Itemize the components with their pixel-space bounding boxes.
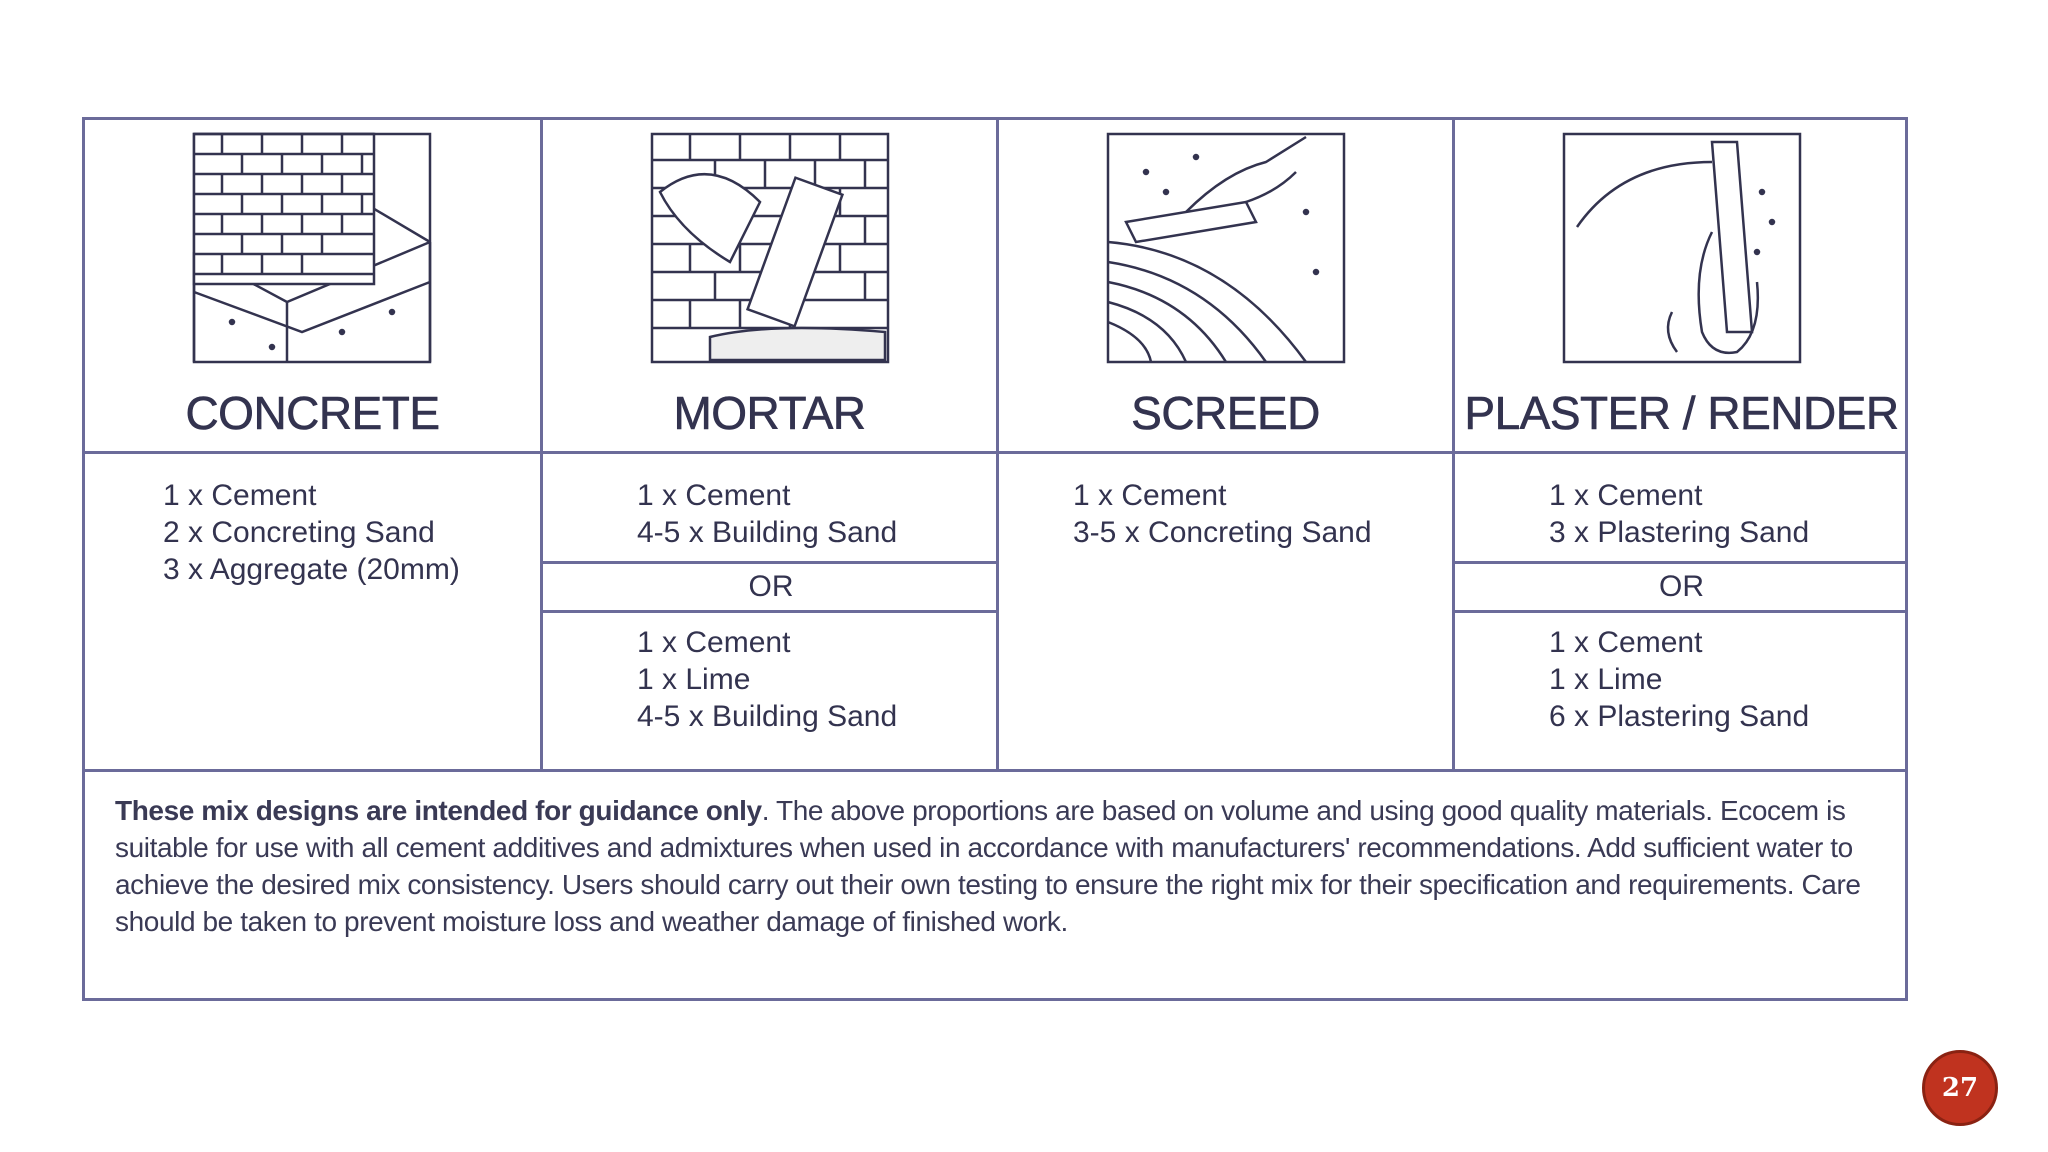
concrete-pillar-icon [192, 132, 432, 364]
column-title-mortar: MORTAR [673, 387, 866, 439]
column-title-plaster-render: PLASTER / RENDER [1464, 387, 1899, 439]
header-divider [85, 451, 1905, 454]
plaster-mix-a-line: 1 x Cement [1549, 479, 1703, 512]
plaster-mix-b-line: 1 x Cement [1549, 626, 1703, 659]
screed-float-icon [1106, 132, 1346, 364]
mortar-or-label: OR [748, 570, 794, 603]
mortar-trowel-brick-icon [650, 132, 890, 364]
concrete-mix-line: 2 x Concreting Sand [163, 516, 435, 549]
footnote-text: . The above proportions are based on volume and using good quality materials. Ecocem is suitable for use with all cement additives and admixtures when used in accordance with manufacturers' recommendations. Add sufficient water to achieve the desired mix consistency. Users should carry out their own testing to ensure the right mix for their specification and requirements. Care should be taken to prevent moisture loss and weather damage of finished work. [115, 795, 1861, 937]
footnote-bold: These mix designs are intended for guidance only [115, 795, 762, 826]
mix-design-table [82, 117, 1908, 1001]
column-title-screed: SCREED [1131, 387, 1320, 439]
mortar-mix-b-line: 4-5 x Building Sand [637, 700, 898, 733]
plaster-mix-b-line: 1 x Lime [1549, 663, 1663, 696]
screed-mix-line: 1 x Cement [1073, 479, 1227, 512]
plaster-mix-b-line: 6 x Plastering Sand [1549, 700, 1810, 733]
mortar-mix-a-line: 4-5 x Building Sand [637, 516, 898, 549]
page-number-badge: 27 [1922, 1050, 1998, 1126]
mortar-mix-a-line: 1 x Cement [637, 479, 791, 512]
plaster-mix-a-line: 3 x Plastering Sand [1549, 516, 1810, 549]
footnote-divider [85, 769, 1905, 772]
concrete-mix-line: 1 x Cement [163, 479, 317, 512]
column-title-concrete: CONCRETE [185, 387, 440, 439]
screed-mix-line: 3-5 x Concreting Sand [1073, 516, 1372, 549]
plaster-hawk-icon [1562, 132, 1802, 364]
concrete-mix-line: 3 x Aggregate (20mm) [163, 553, 460, 586]
mortar-mix-b-line: 1 x Cement [637, 626, 791, 659]
mortar-mix-b-line: 1 x Lime [637, 663, 751, 696]
guidance-footnote [115, 792, 1885, 940]
plaster-or-label: OR [1659, 570, 1704, 603]
